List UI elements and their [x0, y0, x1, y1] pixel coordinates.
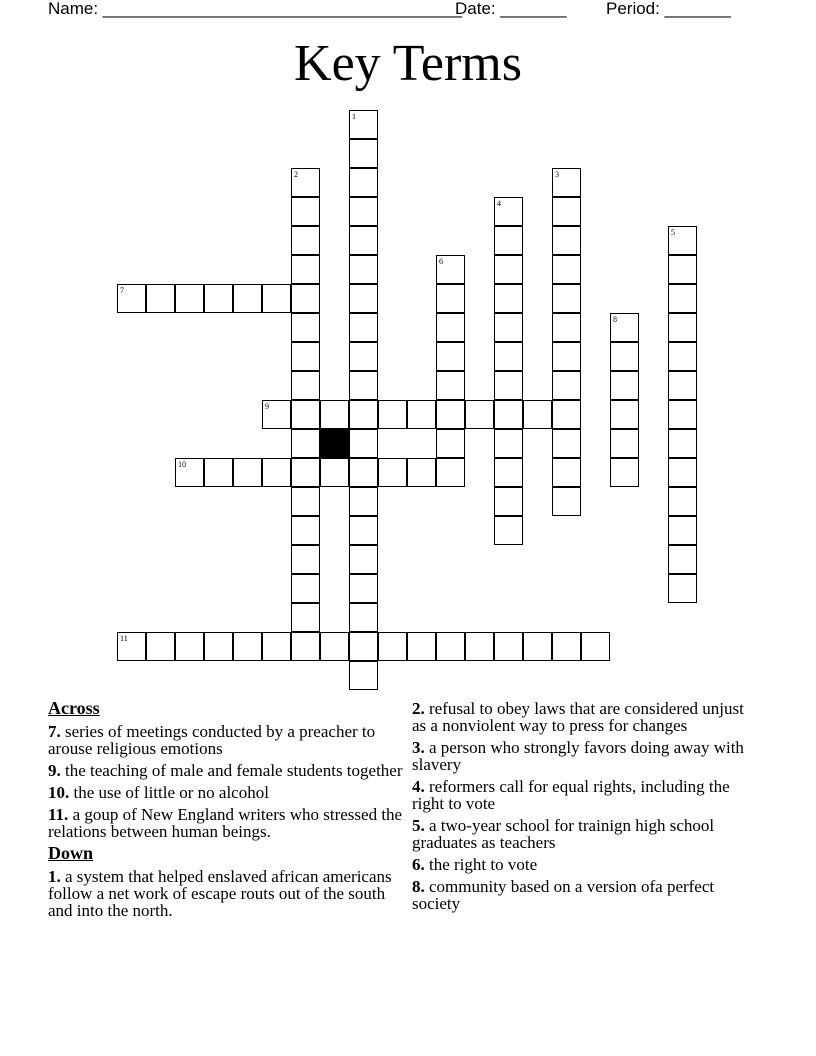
grid-cell[interactable] [552, 429, 581, 458]
grid-cell[interactable] [552, 458, 581, 487]
grid-cell[interactable] [204, 632, 233, 661]
grid-cell[interactable] [262, 632, 291, 661]
grid-cell[interactable] [407, 632, 436, 661]
grid-cell[interactable] [436, 458, 465, 487]
name-field-label[interactable]: Name: ______________________________________ [48, 0, 463, 18]
grid-cell[interactable] [233, 458, 262, 487]
grid-cell[interactable] [668, 487, 697, 516]
grid-cell[interactable] [494, 313, 523, 342]
clue-number: 1 [352, 112, 356, 121]
clue-text: the use of little or no alcohol [73, 783, 269, 802]
grid-cell[interactable] [349, 487, 378, 516]
grid-cell[interactable] [349, 139, 378, 168]
across-heading: Across [48, 698, 100, 718]
clue-number: 6 [439, 257, 443, 266]
grid-cell[interactable] [552, 400, 581, 429]
grid-cell[interactable] [436, 429, 465, 458]
grid-cell[interactable] [552, 255, 581, 284]
grid-cell[interactable] [291, 168, 320, 197]
grid-cell[interactable] [349, 168, 378, 197]
grid-cell[interactable] [668, 371, 697, 400]
clue-number-label: 8. [412, 877, 425, 896]
grid-cell[interactable] [291, 226, 320, 255]
grid-cell[interactable] [117, 632, 146, 661]
grid-cell[interactable] [291, 458, 320, 487]
clue-item [412, 700, 757, 734]
grid-cell[interactable] [233, 284, 262, 313]
clue-number: 7 [120, 286, 124, 295]
grid-cell[interactable] [233, 632, 262, 661]
clue-number: 9 [265, 402, 269, 411]
grid-cell[interactable] [349, 545, 378, 574]
clue-item [412, 739, 757, 773]
clue-text: a two-year school for trainign high school graduates as teachers [412, 816, 715, 852]
grid-cell[interactable] [349, 197, 378, 226]
clues-right-column [412, 700, 757, 917]
clue-item [48, 806, 410, 840]
grid-cell[interactable] [494, 632, 523, 661]
grid-block [320, 429, 349, 458]
grid-cell[interactable] [494, 284, 523, 313]
clue-text: community based on a version ofa perfect society [412, 877, 715, 913]
grid-cell[interactable] [349, 342, 378, 371]
grid-cell[interactable] [320, 632, 349, 661]
grid-cell[interactable] [349, 371, 378, 400]
date-field-label[interactable]: Date: _______ [455, 0, 567, 18]
clue-number-label: 2. [412, 699, 425, 718]
grid-cell[interactable] [581, 632, 610, 661]
grid-cell[interactable] [668, 545, 697, 574]
grid-cell[interactable] [494, 371, 523, 400]
grid-cell[interactable] [146, 632, 175, 661]
grid-cell[interactable] [494, 226, 523, 255]
clue-text: series of meetings conducted by a preacher to arouse religious emotions [48, 722, 376, 758]
grid-cell[interactable] [436, 284, 465, 313]
grid-cell[interactable] [668, 255, 697, 284]
clues-left-column [48, 700, 410, 924]
grid-cell[interactable] [523, 632, 552, 661]
grid-cell[interactable] [262, 400, 291, 429]
grid-cell[interactable] [436, 342, 465, 371]
grid-cell[interactable] [378, 400, 407, 429]
grid-cell[interactable] [494, 487, 523, 516]
grid-cell[interactable] [378, 632, 407, 661]
grid-cell[interactable] [291, 400, 320, 429]
grid-cell[interactable] [291, 197, 320, 226]
grid-cell[interactable] [552, 226, 581, 255]
grid-cell[interactable] [291, 313, 320, 342]
down-heading: Down [48, 843, 94, 863]
down-clue-list-continued [412, 700, 757, 912]
grid-cell[interactable] [407, 458, 436, 487]
grid-cell[interactable] [436, 371, 465, 400]
clue-item [412, 856, 757, 873]
grid-cell[interactable] [349, 632, 378, 661]
clue-item [412, 778, 757, 812]
grid-cell[interactable] [291, 545, 320, 574]
grid-cell[interactable] [262, 284, 291, 313]
grid-cell[interactable] [465, 400, 494, 429]
clue-number-label: 4. [412, 777, 425, 796]
grid-cell[interactable] [494, 429, 523, 458]
grid-cell[interactable] [349, 255, 378, 284]
clue-number: 2 [294, 170, 298, 179]
down-clue-list [48, 868, 410, 919]
grid-cell[interactable] [668, 574, 697, 603]
clue-text: a goup of New England writers who stressed the relations between human beings. [48, 805, 403, 841]
grid-cell[interactable] [552, 168, 581, 197]
grid-cell[interactable] [610, 371, 639, 400]
grid-cell[interactable] [494, 400, 523, 429]
clue-item [412, 817, 757, 851]
clue-text: refusal to obey laws that are considered unjust as a nonviolent way to press for changes [412, 699, 744, 735]
grid-cell[interactable] [494, 197, 523, 226]
grid-cell[interactable] [291, 429, 320, 458]
clue-number: 3 [555, 170, 559, 179]
clue-number-label: 1. [48, 867, 61, 886]
grid-cell[interactable] [552, 632, 581, 661]
grid-cell[interactable] [349, 603, 378, 632]
grid-cell[interactable] [668, 342, 697, 371]
clue-number: 8 [613, 315, 617, 324]
grid-cell[interactable] [668, 226, 697, 255]
clue-text: the teaching of male and female students together [65, 761, 403, 780]
grid-cell[interactable] [494, 342, 523, 371]
grid-cell[interactable] [349, 400, 378, 429]
grid-cell[interactable] [175, 284, 204, 313]
clue-item [48, 762, 410, 779]
grid-cell[interactable] [349, 458, 378, 487]
across-clue-list [48, 723, 410, 840]
grid-cell[interactable] [668, 313, 697, 342]
grid-cell[interactable] [291, 516, 320, 545]
grid-cell[interactable] [610, 400, 639, 429]
grid-cell[interactable] [320, 458, 349, 487]
grid-cell[interactable] [378, 458, 407, 487]
grid-cell[interactable] [552, 487, 581, 516]
grid-cell[interactable] [204, 284, 233, 313]
grid-cell[interactable] [349, 284, 378, 313]
clue-text: the right to vote [429, 855, 538, 874]
grid-cell[interactable] [610, 429, 639, 458]
grid-cell[interactable] [349, 226, 378, 255]
grid-cell[interactable] [436, 400, 465, 429]
grid-cell[interactable] [465, 632, 494, 661]
grid-cell[interactable] [204, 458, 233, 487]
clue-number-label: 5. [412, 816, 425, 835]
grid-cell[interactable] [349, 574, 378, 603]
clue-item [48, 784, 410, 801]
grid-cell[interactable] [146, 284, 175, 313]
grid-cell[interactable] [349, 429, 378, 458]
page-title: Key Terms [294, 35, 522, 92]
grid-cell[interactable] [552, 371, 581, 400]
clue-text: a person who strongly favors doing away with slavery [412, 738, 744, 774]
grid-cell[interactable] [436, 632, 465, 661]
clue-text: reformers call for equal rights, including the right to vote [412, 777, 730, 813]
grid-cell[interactable] [349, 661, 378, 690]
grid-cell[interactable] [552, 342, 581, 371]
clue-text: a system that helped enslaved african americans follow a net work of escape routs out of the south and into the north. [48, 867, 392, 920]
clue-number-label: 9. [48, 761, 61, 780]
grid-cell[interactable] [291, 342, 320, 371]
grid-cell[interactable] [349, 110, 378, 139]
grid-cell[interactable] [436, 313, 465, 342]
grid-cell[interactable] [610, 313, 639, 342]
grid-cell[interactable] [291, 255, 320, 284]
grid-cell[interactable] [494, 516, 523, 545]
grid-cell[interactable] [668, 516, 697, 545]
grid-cell[interactable] [610, 342, 639, 371]
grid-cell[interactable] [291, 603, 320, 632]
grid-cell[interactable] [668, 400, 697, 429]
grid-cell[interactable] [291, 632, 320, 661]
clue-number: 10 [178, 460, 186, 469]
grid-cell[interactable] [494, 458, 523, 487]
grid-cell[interactable] [552, 313, 581, 342]
grid-cell[interactable] [291, 284, 320, 313]
grid-cell[interactable] [668, 284, 697, 313]
clue-number-label: 11. [48, 805, 69, 824]
grid-cell[interactable] [668, 429, 697, 458]
clue-item [412, 878, 757, 912]
period-field-label[interactable]: Period: _______ [606, 0, 731, 18]
grid-cell[interactable] [349, 313, 378, 342]
grid-cell[interactable] [523, 400, 552, 429]
clue-number: 11 [120, 634, 128, 643]
clue-item [48, 723, 410, 757]
grid-cell[interactable] [407, 400, 436, 429]
grid-cell[interactable] [320, 400, 349, 429]
grid-cell[interactable] [291, 487, 320, 516]
clue-number-label: 7. [48, 722, 61, 741]
clue-number-label: 6. [412, 855, 425, 874]
grid-cell[interactable] [117, 284, 146, 313]
grid-cell[interactable] [552, 284, 581, 313]
grid-cell[interactable] [552, 197, 581, 226]
grid-cell[interactable] [175, 458, 204, 487]
clue-number: 4 [497, 199, 501, 208]
grid-cell[interactable] [436, 255, 465, 284]
grid-cell[interactable] [349, 516, 378, 545]
grid-cell[interactable] [175, 632, 204, 661]
grid-cell[interactable] [610, 458, 639, 487]
grid-cell[interactable] [291, 574, 320, 603]
grid-cell[interactable] [262, 458, 291, 487]
clue-item [48, 868, 410, 919]
grid-cell[interactable] [668, 458, 697, 487]
clue-number-label: 3. [412, 738, 425, 757]
clue-number: 5 [671, 228, 675, 237]
clue-number-label: 10. [48, 783, 70, 802]
grid-cell[interactable] [291, 371, 320, 400]
grid-cell[interactable] [494, 255, 523, 284]
